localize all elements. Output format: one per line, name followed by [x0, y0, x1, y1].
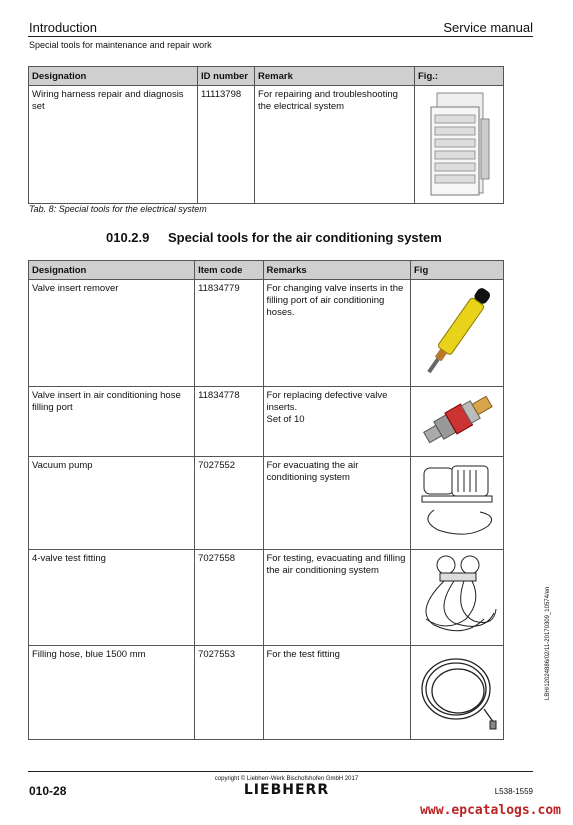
valve-remover-icon — [414, 283, 500, 381]
col-item-code: Item code — [195, 261, 263, 280]
fig-cell — [411, 457, 504, 550]
table-row — [29, 457, 504, 550]
id-cell: 7027552 — [195, 457, 263, 550]
copyright-text: copyright © Liebherr-Werk Bischofshofen GmbH 2017 — [214, 776, 359, 782]
toolbox-icon — [423, 89, 495, 199]
fig-cell — [411, 646, 504, 740]
id-cell: 7027558 — [195, 550, 263, 646]
designation-cell: 4-valve test fitting — [29, 550, 195, 646]
id-cell: 11113798 — [198, 86, 255, 204]
designation-cell: Valve insert remover — [29, 280, 195, 387]
electrical-tools-table — [28, 66, 504, 204]
document-id: L538-1559 — [494, 787, 533, 796]
hose-icon — [414, 649, 500, 735]
table-header-row — [29, 261, 504, 280]
designation-cell: Valve insert in air conditioning hose filling port — [29, 387, 195, 457]
table-caption: Tab. 8: Special tools for the electrical system — [29, 204, 207, 214]
manual-title: Service manual — [443, 20, 533, 35]
vacuum-pump-icon — [414, 460, 500, 544]
page-subtitle: Special tools for maintenance and repair work — [29, 40, 212, 50]
designation-cell: Vacuum pump — [29, 457, 195, 550]
air-conditioning-tools-table — [28, 260, 504, 740]
designation-cell: Filling hose, blue 1500 mm — [29, 646, 195, 740]
designation-cell: Wiring harness repair and diagnosis set — [29, 86, 198, 204]
remark-cell: For evacuating the air conditioning system — [263, 457, 411, 550]
header-divider — [28, 36, 533, 37]
table-row — [29, 646, 504, 740]
section-title: Special tools for the air conditioning system — [168, 230, 442, 245]
watermark-text: www.epcatalogs.com — [420, 803, 561, 818]
col-designation: Designation — [29, 261, 195, 280]
col-id-number: ID number — [198, 67, 255, 86]
document-side-code: LBH/12024886/02/11-20170309_10574/en — [545, 586, 551, 700]
remark-cell: For changing valve inserts in the filling port of air conditioning hoses. — [263, 280, 411, 387]
fig-cell — [411, 550, 504, 646]
id-cell: 11834779 — [195, 280, 263, 387]
footer-divider — [28, 771, 533, 772]
fig-cell — [411, 387, 504, 457]
table-header-row — [29, 67, 504, 86]
section-heading — [106, 230, 442, 245]
col-remarks: Remarks — [263, 261, 411, 280]
page-section-title: Introduction — [29, 20, 97, 35]
col-remark: Remark — [255, 67, 415, 86]
remark-cell: For replacing defective valve inserts. Set of 10 — [263, 387, 411, 457]
valve-insert-icon — [414, 390, 500, 450]
col-fig: Fig — [411, 261, 504, 280]
col-fig: Fig.: — [415, 67, 504, 86]
remark-cell: For repairing and troubleshooting the electrical system — [255, 86, 415, 204]
id-cell: 11834778 — [195, 387, 263, 457]
brand-logo: LIEBHERR — [243, 782, 330, 798]
remark-cell: For the test fitting — [263, 646, 411, 740]
table-row — [29, 387, 504, 457]
table-row — [29, 86, 504, 204]
id-cell: 7027553 — [195, 646, 263, 740]
table-row — [29, 550, 504, 646]
fig-cell — [411, 280, 504, 387]
page-number: 010-28 — [29, 784, 67, 798]
remark-cell: For testing, evacuating and filling the air conditioning system — [263, 550, 411, 646]
manifold-gauge-icon — [414, 553, 500, 639]
col-designation: Designation — [29, 67, 198, 86]
fig-cell — [415, 86, 504, 204]
section-number: 010.2.9 — [106, 230, 150, 245]
table-row — [29, 280, 504, 387]
